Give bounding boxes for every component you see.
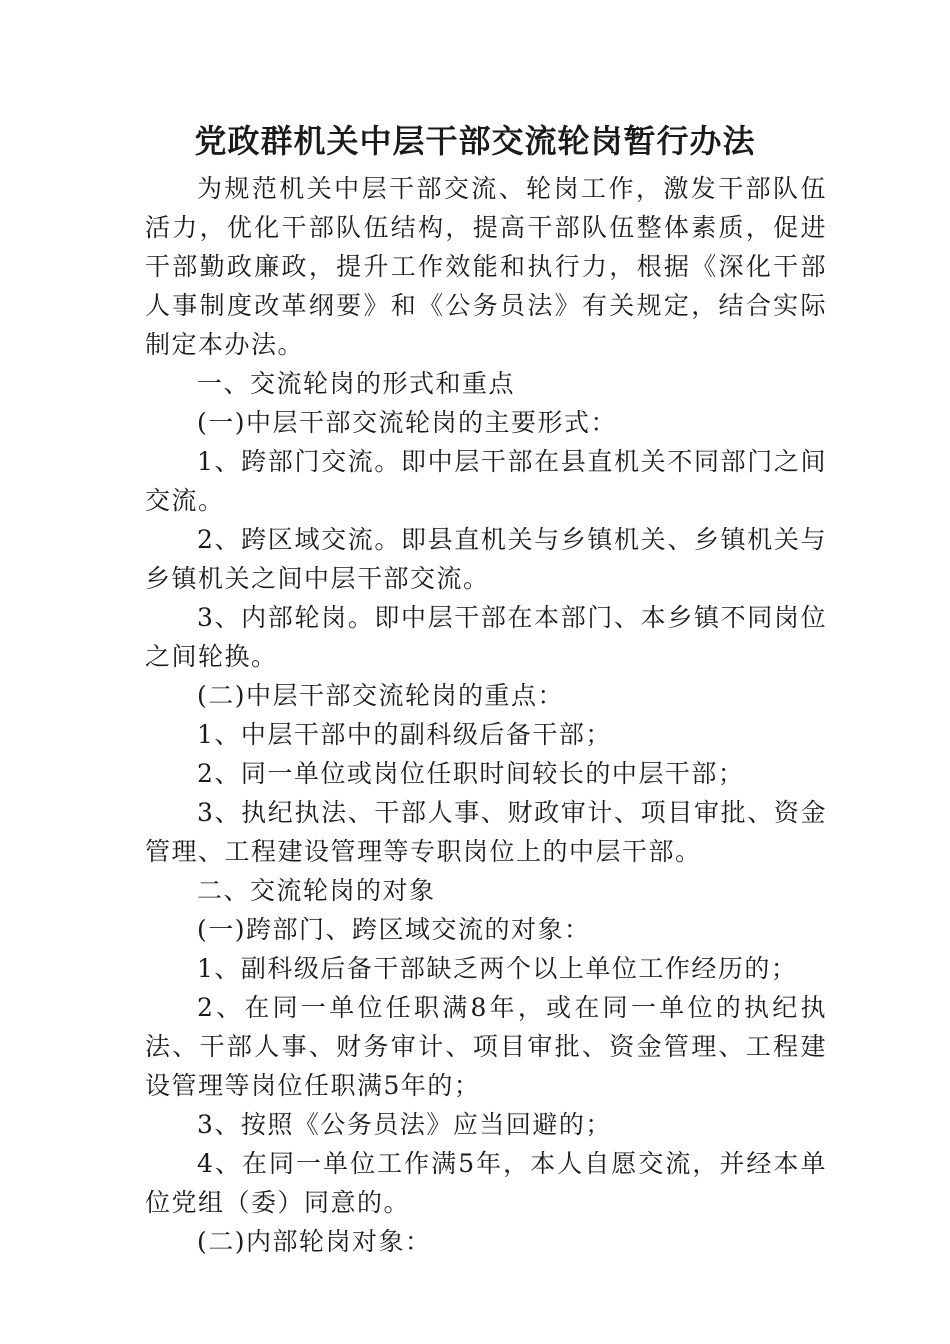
document-body <box>145 169 827 1261</box>
paragraph-intro: 为规范机关中层干部交流、轮岗工作，激发干部队伍活力，优化干部队伍结构，提高干部队伍整体素质，促进干部勤政廉政，提升工作效能和执行力，根据《深化干部人事制度改革纲要》和《公务员法》有关规定，结合实际制定本办法。 <box>145 174 827 359</box>
list-item: 1、副科级后备干部缺乏两个以上单位工作经历的； <box>197 954 798 983</box>
subsection-heading-2-2: (二)内部轮岗对象： <box>197 1227 432 1256</box>
list-item: 4、在同一单位工作满5年，本人自愿交流，并经本单位党组（委）同意的。 <box>145 1149 827 1217</box>
list-item: 2、跨区域交流。即县直机关与乡镇机关、乡镇机关与乡镇机关之间中层干部交流。 <box>145 525 827 593</box>
list-item: 3、按照《公务员法》应当回避的； <box>197 1110 612 1139</box>
subsection-heading-1-2: (二)中层干部交流轮岗的重点： <box>197 681 565 710</box>
list-item: 2、在同一单位任职满8年，或在同一单位的执纪执法、干部人事、财务审计、项目审批、资金管理、工程建设管理等岗位任职满5年的； <box>145 993 827 1100</box>
section-heading-1: 一、交流轮岗的形式和重点 <box>197 369 516 398</box>
section-heading-2: 二、交流轮岗的对象 <box>197 876 436 905</box>
list-item: 3、执纪执法、干部人事、财政审计、项目审批、资金管理、工程建设管理等专职岗位上的中层干部。 <box>145 798 827 866</box>
list-item: 2、同一单位或岗位任职时间较长的中层干部； <box>197 759 745 788</box>
list-item: 3、内部轮岗。即中层干部在本部门、本乡镇不同岗位之间轮换。 <box>145 603 827 671</box>
document-title: 党政群机关中层干部交流轮岗暂行办法 <box>194 122 756 160</box>
subsection-heading-2-1: (一)跨部门、跨区域交流的对象： <box>197 915 591 944</box>
subsection-heading-1-1: (一)中层干部交流轮岗的主要形式： <box>197 408 618 437</box>
list-item: 1、跨部门交流。即中层干部在县直机关不同部门之间交流。 <box>145 447 827 515</box>
list-item: 1、中层干部中的副科级后备干部； <box>197 720 612 749</box>
